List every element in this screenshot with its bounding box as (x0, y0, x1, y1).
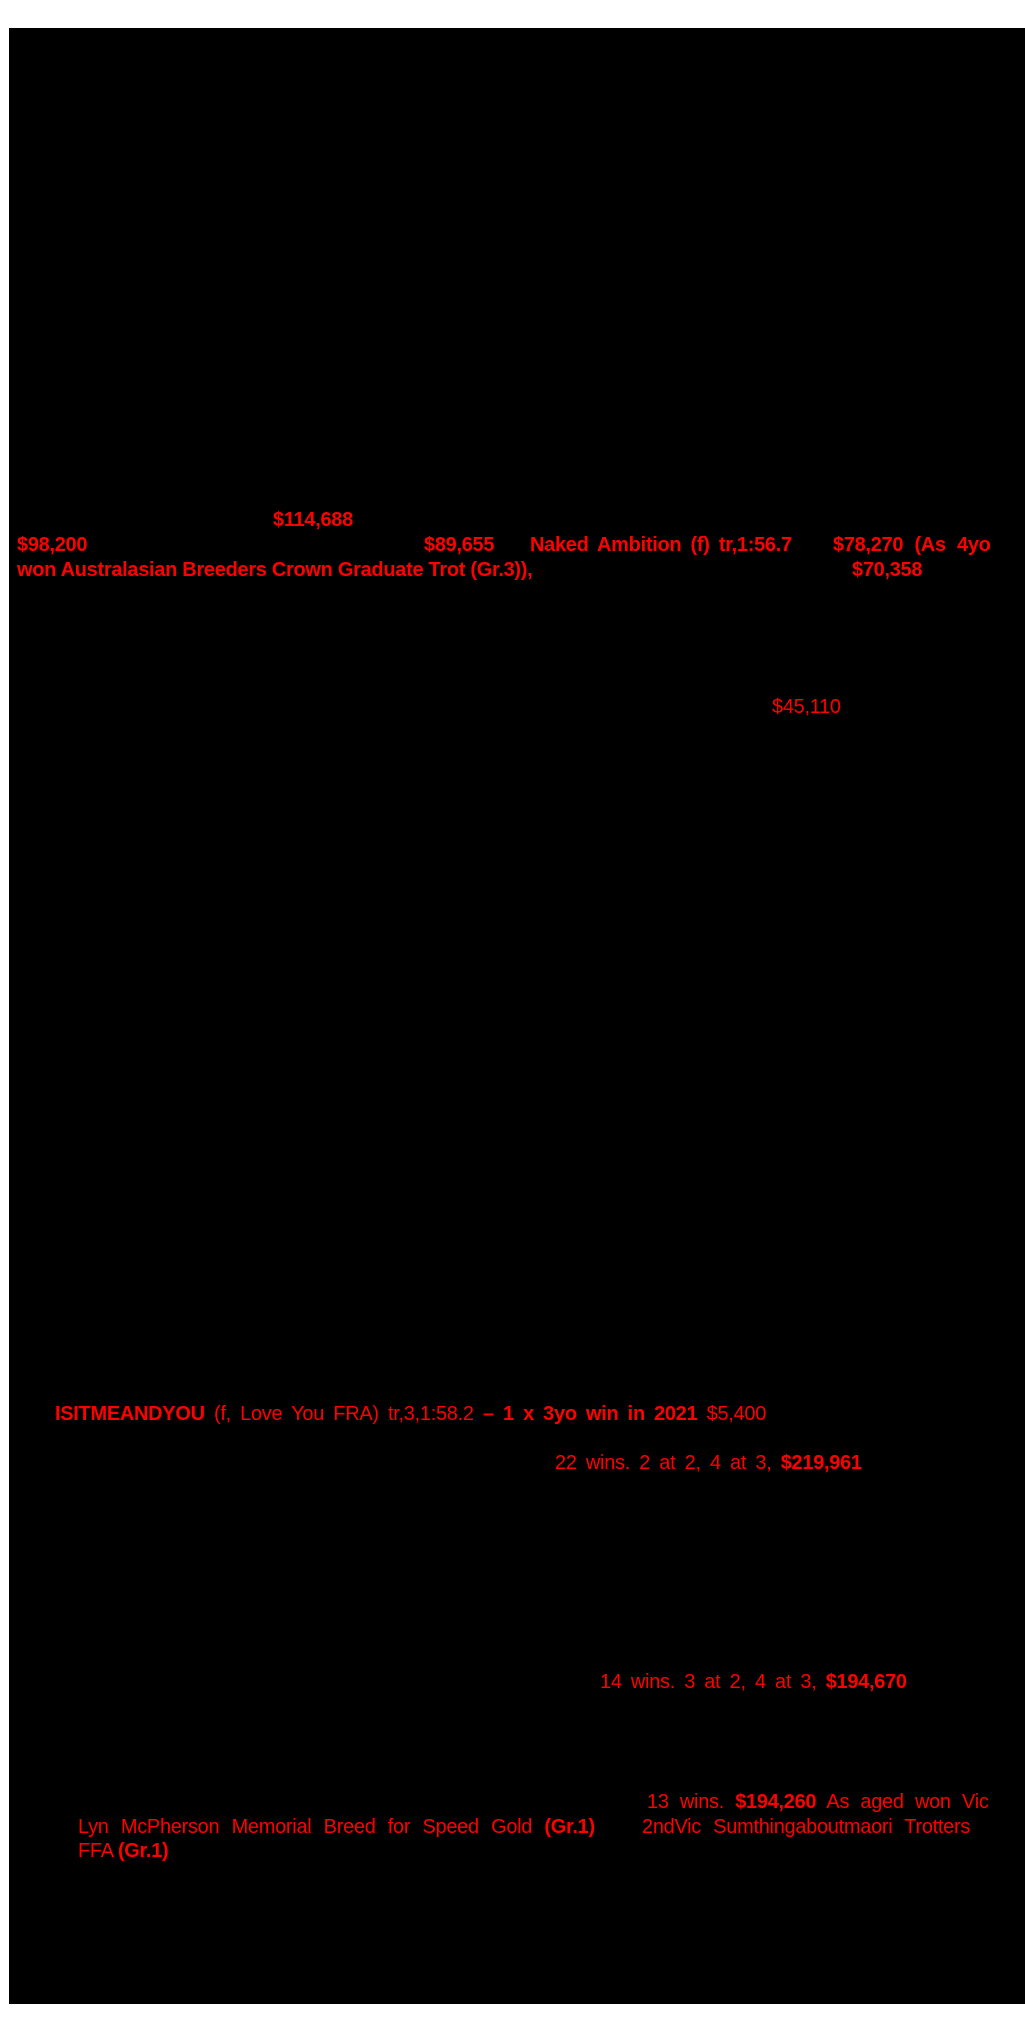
earnings-114688: $114,688 (273, 509, 353, 531)
race-grade-gr1-ffa: (Gr.1) (117, 1840, 169, 1862)
line-14-wins (600, 1670, 907, 1694)
earnings-194670: $194,670 (825, 1671, 907, 1693)
record-22-wins: 22 wins. 2 at 2, 4 at 3, (555, 1452, 781, 1474)
line-lyn-mcpherson (78, 1815, 595, 1839)
race-breeders-crown: won Australasian Breeders Crown Graduate Trot (Gr.3)), (17, 559, 533, 581)
record-13-wins: 13 wins. (647, 1791, 736, 1813)
earnings-98200: $98,200 (17, 534, 88, 556)
horse-isitmeandyou-record: – 1 x 3yo win in 2021 (482, 1403, 698, 1425)
race-lyn-mcpherson: Lyn McPherson Memorial Breed for Speed Gold (78, 1816, 545, 1838)
race-grade-gr1: (Gr.1) (544, 1816, 595, 1838)
page-content-area (9, 28, 1025, 2004)
note-as-aged-won-vic: As aged won Vic (816, 1791, 989, 1813)
earnings-5400: $5,400 (697, 1403, 767, 1425)
race-ffa: FFA (78, 1840, 118, 1862)
earnings-194260: $194,260 (735, 1791, 817, 1813)
placing-sumthingaboutmaori: 2ndVic Sumthingaboutmaori Trotters (642, 1816, 971, 1838)
line-ffa (78, 1839, 168, 1863)
horse-isitmeandyou: ISITMEANDYOU (55, 1403, 205, 1425)
horse-isitmeandyou-details: (f, Love You FRA) tr,3,1:58.2 (204, 1403, 483, 1425)
horse-naked-ambition: Naked Ambition (f) tr,1:56.7 (530, 534, 792, 556)
earnings-219961: $219,961 (780, 1452, 862, 1474)
earnings-78270: $78,270 (As 4yo (833, 534, 991, 556)
earnings-89655: $89,655 (424, 534, 495, 556)
line-13-wins (647, 1790, 989, 1814)
record-14-wins: 14 wins. 3 at 2, 4 at 3, (600, 1671, 826, 1693)
line-isitmeandyou (55, 1402, 766, 1426)
earnings-45110: $45,110 (772, 696, 841, 718)
earnings-70358: $70,358 (852, 559, 923, 581)
line-22-wins (555, 1451, 862, 1475)
